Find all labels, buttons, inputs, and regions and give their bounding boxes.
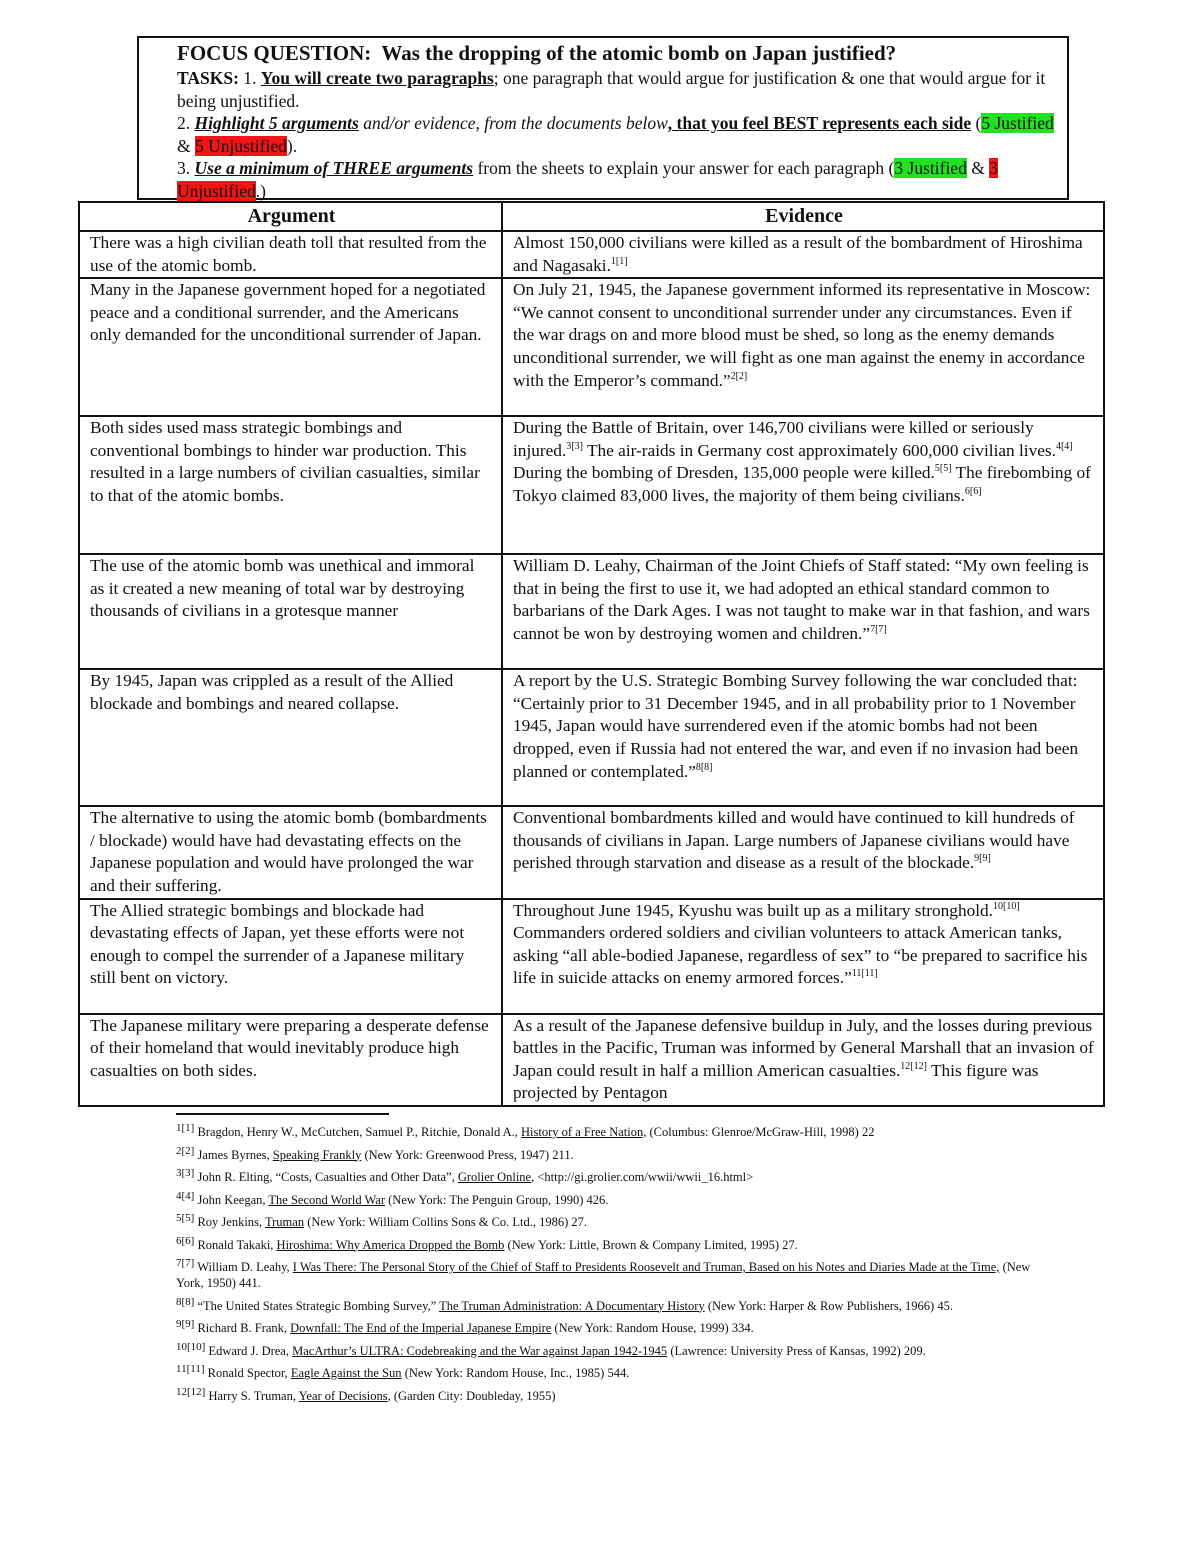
footnote-text: Richard B. Frank, — [194, 1321, 291, 1335]
evidence-text: William D. Leahy, Chairman of the Joint Chiefs of Staff stated: “My own feeling is that in being the first to use it, we had adopted an ethical standard common to barbarians of the Dark Ages. I was not taught to make war in that fashion, and wars cannot be won by destroying women and children.” — [513, 556, 1090, 643]
footnote-text: (New York: Greenwood Press, 1947) 211. — [361, 1147, 574, 1162]
task-1-emphasis: You will create two paragraphs — [260, 68, 494, 88]
footnote-title: MacArthur’s ULTRA: Codebreaking and the War against Japan 1942-1945 — [292, 1343, 668, 1358]
footnote-text: “The United States Strategic Bombing Survey,” — [194, 1298, 440, 1313]
footnote — [176, 1295, 1036, 1314]
evidence-text: Commanders ordered soldiers and civilian volunteers to attack American tanks, asking “all able-bodied Japanese, regardless of sex” to “be prepared to sacrifice his life in suicide attacks on enemy armored forces.” — [513, 923, 1088, 988]
task-2-italic: and/or evidence, from the documents below — [358, 113, 668, 134]
footnote-ref: 1[1] — [610, 255, 628, 267]
argument-cell: The alternative to using the atomic bomb (bombardments / blockade) would have had devastating effects on the Japanese population and would have prolonged the war and their suffering. — [79, 806, 502, 898]
footnote-text: Ronald Spector, — [204, 1366, 291, 1380]
footnote-number: 2[2] — [176, 1144, 195, 1157]
footnote — [176, 1385, 1036, 1404]
footnote-text: Bragdon, Henry W., McCutchen, Samuel P., Ritchie, Donald A., — [194, 1125, 522, 1139]
table-row — [79, 416, 1104, 554]
argument-cell: The Allied strategic bombings and blockade had devastating effects of Japan, yet these efforts were not enough to compel the surrender of a Japanese military still bent on victory. — [79, 899, 502, 1014]
footnote-ref: 2[2] — [730, 370, 748, 382]
evidence-text: This figure was projected by Pentagon — [513, 1060, 1039, 1103]
evidence-cell — [502, 416, 1104, 554]
footnote-title: The Second World War — [268, 1192, 385, 1207]
footnote-title: I Was There: The Personal Story of the Chief of Staff to Presidents Roosevelt and Truman, Based on his Notes and Diaries Made at the Time, — [292, 1260, 1000, 1274]
footnote-title: Year of Decisions — [298, 1388, 388, 1403]
evidence-text: As a result of the Japanese defensive buildup in July, and the losses during previous battles in the Pacific, Truman was informed by General Marshall that an invasion of Japan could result in half a million American casualties. — [513, 1015, 1094, 1080]
footnote-number: 6[6] — [176, 1234, 195, 1247]
footnote-ref: 3[3] — [566, 441, 583, 453]
footnote-title: Speaking Frankly — [272, 1147, 362, 1162]
footnote-text: (New York: Random House, 1999) 334. — [551, 1321, 754, 1335]
footnote — [176, 1189, 1036, 1208]
evidence-text: Conventional bombardments killed and would have continued to kill hundreds of thousands of civilians in Japan. Large numbers of Japanese civilians would have perished through starvation and disease as a result of the blockade. — [513, 808, 1075, 873]
evidence-text: During the Battle of Britain, over 146,700 civilians were killed or seriously injured. — [513, 418, 1034, 460]
footnote-text: James Byrnes, — [194, 1147, 273, 1162]
task-3-number: 3. — [177, 158, 191, 179]
table-header-row — [79, 202, 1104, 231]
footnote-separator — [176, 1113, 389, 1115]
footnote-number: 11[11] — [176, 1362, 205, 1375]
evidence-text: The firebombing of Tokyo claimed 83,000 lives, the majority of them being civilians. — [513, 463, 1091, 505]
footnote-ref: 8[8] — [695, 761, 713, 773]
footnote-ref: 12[12] — [900, 1060, 927, 1072]
table-row — [79, 1014, 1104, 1106]
unjustified-highlight: 5 Unjustified — [195, 135, 287, 156]
footnote-text: (New York: Random House, Inc., 1985) 544. — [401, 1366, 630, 1380]
footnote-text: (New York, 1950) 441. — [176, 1260, 1031, 1290]
evidence-text: Throughout June 1945, Kyushu was built up as a military stronghold. — [513, 900, 993, 920]
table-row — [79, 231, 1104, 278]
task-2-amp: & — [177, 135, 195, 156]
footnote-number: 9[9] — [176, 1317, 195, 1330]
footnote-text: (New York: The Penguin Group, 1990) 426. — [385, 1192, 609, 1207]
table-row — [79, 806, 1104, 898]
evidence-cell — [502, 554, 1104, 669]
table-row — [79, 278, 1104, 416]
evidence-text: On July 21, 1945, the Japanese government informed its representative in Moscow: “We cannot consent to unconditional surrender under any circumstances. Even if the war drags on and more blood must be shed, so long as the enemy demands unconditional surrender, we will fight as one man against the enemy in accordance with the Emperor’s command.” — [513, 280, 1091, 390]
footnote-text: William D. Leahy, — [194, 1260, 293, 1274]
footnote-number: 1[1] — [176, 1121, 195, 1134]
argument-evidence-table — [78, 201, 1105, 1107]
focus-question-text: Was the dropping of the atomic bomb on Japan justified? — [381, 41, 897, 65]
footnote-text: , (Garden City: Doubleday, 1955) — [387, 1388, 556, 1403]
footnotes — [176, 1121, 1036, 1410]
footnote-title: Truman — [264, 1215, 305, 1229]
footnote-number: 10[10] — [176, 1340, 206, 1353]
task-2 — [177, 112, 1067, 157]
table-row — [79, 669, 1104, 806]
footnote-text: Edward J. Drea, — [205, 1343, 293, 1358]
footnote-number: 4[4] — [176, 1189, 195, 1202]
task-3 — [177, 157, 1067, 202]
evidence-text: During the bombing of Dresden, 135,000 people were killed. — [513, 463, 935, 483]
footnote-number: 8[8] — [176, 1295, 195, 1308]
footnote — [176, 1362, 1036, 1381]
task-3-amp: & — [966, 158, 990, 179]
footnote-text: John R. Elting, “Costs, Casualties and Other Data”, — [194, 1170, 458, 1184]
footnote — [176, 1256, 1036, 1291]
task-3-text: from the sheets to explain your answer for each paragraph ( — [473, 158, 895, 179]
footnote-text: (Lawrence: University Press of Kansas, 1992) 209. — [667, 1343, 926, 1358]
evidence-cell — [502, 899, 1104, 1014]
argument-cell: Both sides used mass strategic bombings and conventional bombings to hinder war production. This resulted in a large numbers of civilian casualties, similar to that of the atomic bombs. — [79, 416, 502, 554]
task-2-open: ( — [971, 113, 982, 134]
footnote-ref: 11[11] — [851, 968, 878, 980]
focus-question-box — [137, 36, 1069, 200]
task-2-emphasis: Highlight 5 arguments — [194, 113, 359, 134]
footnote — [176, 1340, 1036, 1359]
footnote-text: Harry S. Truman, — [205, 1388, 299, 1403]
task-3-emphasis: Use a minimum of THREE arguments — [194, 158, 474, 179]
argument-cell: There was a high civilian death toll that resulted from the use of the atomic bomb. — [79, 231, 502, 278]
footnote-ref: 5[5] — [934, 463, 952, 475]
footnote-text: (Columbus: Glenroe/McGraw-Hill, 1998) 22 — [646, 1125, 875, 1139]
footnote-text: , <http://gi.grolier.com/wwii/wwii_16.html> — [531, 1170, 754, 1184]
tasks-label: TASKS: — [177, 68, 239, 88]
evidence-text: Almost 150,000 civilians were killed as a result of the bombardment of Hiroshima and Nagasaki. — [513, 233, 1083, 275]
evidence-text: A report by the U.S. Strategic Bombing Survey following the war concluded that: “Certainly prior to 31 December 1945, and in all probability prior to 1 November 1945, Japan would have surrendered even if the atomic bombs had not been dropped, even if Russia had not entered the war, and even if no invasion had been planned or contemplated.” — [513, 671, 1079, 781]
footnote-title: Grolier Online — [457, 1170, 532, 1184]
footnote-ref: 6[6] — [964, 486, 982, 498]
footnote — [176, 1121, 1036, 1140]
footnote-title: Eagle Against the Sun — [290, 1366, 402, 1380]
task-2-number: 2. — [177, 113, 191, 134]
footnote-text: Roy Jenkins, — [194, 1215, 265, 1229]
footnote-text: (New York: Little, Brown & Company Limited, 1995) 27. — [504, 1237, 798, 1252]
footnote-title: The Truman Administration: A Documentary History — [439, 1298, 705, 1313]
footnote — [176, 1211, 1036, 1230]
justified-highlight: 3 Justified — [894, 158, 967, 179]
footnote-ref: 7[7] — [870, 624, 887, 636]
footnote-ref: 4[4] — [1055, 441, 1073, 453]
focus-question-label: FOCUS QUESTION: — [177, 41, 372, 65]
task-3-close: .) — [255, 180, 266, 201]
argument-cell: The use of the atomic bomb was unethical and immoral as it created a new meaning of total war by destroying thousands of civilians in a grotesque manner — [79, 554, 502, 669]
argument-cell: Many in the Japanese government hoped for a negotiated peace and a conditional surrender, and the Americans only demanded for the unconditional surrender of Japan. — [79, 278, 502, 416]
footnote-number: 5[5] — [176, 1211, 195, 1224]
task-2-close: ). — [286, 135, 298, 156]
footnote-title: Hiroshima: Why America Dropped the Bomb — [276, 1237, 505, 1252]
evidence-cell — [502, 1014, 1104, 1106]
argument-cell: By 1945, Japan was crippled as a result of the Allied blockade and bombings and neared collapse. — [79, 669, 502, 806]
footnote-text: (New York: Harper & Row Publishers, 1966) 45. — [704, 1298, 953, 1313]
task-1-text: ; one paragraph that would argue for justification & one that would argue for it being unjustified. — [177, 68, 1046, 111]
footnote-text: Ronald Takaki, — [194, 1237, 277, 1252]
task-1 — [177, 67, 1067, 112]
footnote-title: Downfall: The End of the Imperial Japanese Empire — [290, 1321, 552, 1335]
justified-highlight: 5 Justified — [981, 113, 1054, 134]
footnote-text: John Keegan, — [194, 1192, 269, 1207]
footnote-text: (New York: William Collins Sons & Co. Ltd., 1986) 27. — [304, 1215, 588, 1229]
evidence-cell — [502, 231, 1104, 278]
footnote-number: 3[3] — [176, 1166, 195, 1179]
footnote-ref: 10[10] — [993, 900, 1020, 912]
table-row — [79, 554, 1104, 669]
evidence-cell — [502, 278, 1104, 416]
task-1-number: 1. — [243, 68, 257, 88]
table-row — [79, 899, 1104, 1014]
evidence-cell — [502, 806, 1104, 898]
footnote-title: History of a Free Nation, — [521, 1125, 647, 1139]
task-2-emphasis-2: , that you feel BEST represents each side — [667, 113, 972, 134]
footnote — [176, 1166, 1036, 1185]
column-header-evidence: Evidence — [502, 202, 1104, 231]
footnote-number: 7[7] — [176, 1256, 195, 1269]
evidence-text: The air-raids in Germany cost approximately 600,000 civilian lives. — [582, 440, 1056, 460]
footnote — [176, 1144, 1036, 1163]
footnote-number: 12[12] — [176, 1385, 206, 1398]
evidence-cell — [502, 669, 1104, 806]
footnote-ref: 9[9] — [974, 853, 991, 865]
footnote — [176, 1317, 1036, 1336]
column-header-argument: Argument — [79, 202, 502, 231]
unjustified-highlight: 3 Unjustified — [177, 158, 998, 201]
footnote — [176, 1234, 1036, 1253]
focus-question — [177, 40, 1067, 66]
argument-cell: The Japanese military were preparing a desperate defense of their homeland that would inevitably produce high casualties on both sides. — [79, 1014, 502, 1106]
